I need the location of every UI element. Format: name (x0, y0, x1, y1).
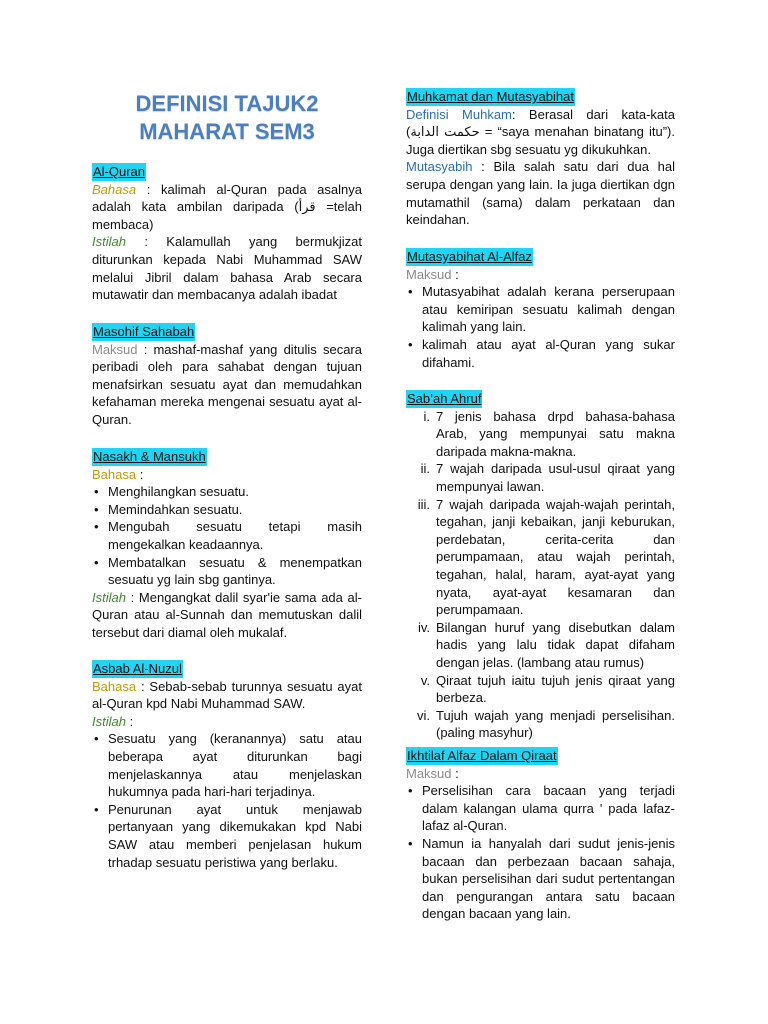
list-item: • kalimah atau ayat al-Quran yang sukar difahami. (406, 336, 675, 371)
list-text: 7 jenis bahasa drpd bahasa-bahasa Arab, yang mempunyai satu makna daripada makna-makna. (436, 408, 675, 459)
roman-list (406, 408, 675, 742)
maksud-colon: : (451, 765, 459, 781)
mutasyabih-paragraph (406, 158, 675, 228)
bahasa-list (92, 483, 362, 589)
bahasa-label: Bahasa (92, 181, 137, 197)
maksud-paragraph (406, 266, 675, 284)
muhkam-text: : Berasal dari kata-kata (حكمت الدابة = “saya menahan binatang itu”). Juga diertikan sbg sesuatu yg dikukuhkan. (406, 106, 675, 157)
bahasa-label: Bahasa (92, 678, 137, 694)
muhkam-paragraph (406, 106, 675, 159)
list-number: iii. (417, 496, 430, 512)
list-item (406, 619, 675, 672)
maksud-label: Maksud (406, 266, 452, 282)
list-item: • Sesuatu yang (keranannya) satu atau beberapa ayat diturunkan bagi menjelaskannya atau menjelaskan hukumnya pada hari-hari terjadinya. (92, 730, 362, 800)
muhkam-label: Definisi Muhkam (406, 106, 512, 122)
section-sabah-ahruf (406, 390, 675, 742)
list-item: • Namun ia hanyalah dari sudut jenis-jenis bacaan dan perbezaan bacaan sahaja, bukan perselisihan dari sudut pertentangan dan pengurangan antara satu bacaan dengan bacaan yang lain. (406, 835, 675, 923)
istilah-list (92, 730, 362, 871)
maksud-list (406, 283, 675, 371)
list-item (406, 496, 675, 619)
list-item: • Mutasyabihat adalah kerana perserupaan atau kemiripan sesuatu kalimah dengan kalimah yang lain. (406, 283, 675, 336)
maksud-label: Maksud (406, 765, 452, 781)
maksud-paragraph (406, 765, 675, 783)
list-item: • Mengubah sesuatu tetapi masih mengekalkan keadaannya. (92, 518, 362, 553)
list-item: • Menghilangkan sesuatu. (92, 483, 362, 501)
bahasa-text: : kalimah al-Quran pada asalnya adalah kata ambilan daripada (قرأ =telah membaca) (92, 181, 362, 232)
section-heading: Nasakh & Mansukh (93, 449, 206, 464)
section-heading: Sab’ah Ahruf (407, 391, 482, 406)
section-al-quran (92, 163, 362, 304)
section-nasakh-mansukh (92, 448, 362, 642)
list-item (406, 672, 675, 707)
section-heading: Masohif Sahabah (93, 324, 195, 339)
istilah-label: Istilah (92, 234, 126, 250)
list-item (406, 707, 675, 742)
list-number: iv. (417, 619, 430, 635)
istilah-text: : Mengangkat dalil syar'ie sama ada al-Quran atau al-Sunnah dan memutuskan dalil tersebut dari diamal oleh mukalaf. (92, 589, 362, 640)
list-number: v. (420, 672, 430, 688)
istilah-colon: : (125, 713, 134, 729)
section-masohif-sahabah (92, 323, 362, 429)
section-asbab-al-nuzul (92, 660, 362, 871)
list-item: • Penurunan ayat untuk menjawab pertanyaan yang dikemukakan kpd Nabi SAW atau memberi penjelasan hukum trhadap sesuatu peristiwa yang berlaku. (92, 801, 362, 871)
bahasa-label: Bahasa (92, 466, 137, 482)
bahasa-text: : Sebab-sebab turunnya sesuatu ayat al-Quran kpd Nabi Muhammad SAW. (92, 678, 362, 712)
section-heading: Asbab Al-Nuzul (93, 661, 182, 676)
list-item (406, 408, 675, 461)
section-heading: Ikhtilaf Alfaz Dalam Qiraat (407, 748, 557, 763)
section-ikhtilaf-alfaz (406, 747, 675, 923)
istilah-paragraph (92, 233, 362, 303)
bahasa-colon: : (136, 466, 144, 482)
section-muhkamat-mutasyabihat (406, 88, 675, 229)
list-text: 7 wajah daripada usul-usul qiraat yang mempunyai lawan. (436, 461, 675, 494)
list-item: • Membatalkan sesuatu & menempatkan sesuatu yg lain sbg gantinya. (92, 554, 362, 589)
mutasyabih-text: : Bila salah satu dari dua hal serupa dengan yang lain. Ia juga diertikan dgn mutamathil (sama) dalam perkataan dan keindahan. (406, 159, 675, 228)
maksud-list (406, 782, 675, 923)
maksud-paragraph (92, 341, 362, 429)
maksud-label: Maksud (92, 341, 138, 357)
list-number: vi. (417, 707, 430, 723)
istilah-label: Istilah (92, 713, 126, 729)
list-number: i. (423, 408, 430, 424)
istilah-paragraph (92, 589, 362, 642)
list-number: ii. (420, 461, 430, 477)
istilah-paragraph (92, 713, 362, 731)
mutasyabih-label: Mutasyabih (406, 159, 473, 175)
list-text: Tujuh wajah yang menjadi perselisihan. (paling masyhur) (436, 707, 675, 741)
maksud-text: : mashaf-mashaf yang ditulis secara peribadi oleh para sahabat dengan tujuan menafsirkan sesuatu ayat dan memudahkan kefahaman mereka mengenai sesuatu ayat al-Quran. (92, 341, 362, 427)
list-item: • Perselisihan cara bacaan yang terjadi dalam kalangan ulama qurra ' pada lafaz-lafaz al-Quran. (406, 782, 675, 835)
list-text: 7 wajah daripada wajah-wajah perintah, tegahan, janji kebaikan, janji keburukan, perdebatan, cerita-cerita dan perumpamaan, atau wajah perintah, tegahan, halal, haram, ayat-ayat yang nyata, ayat-ayat kesamaran dan perumpamaan. (436, 496, 675, 618)
list-text: Qiraat tujuh iaitu tujuh jenis qiraat yang berbeza. (436, 672, 675, 706)
istilah-text: : Kalamullah yang bermukjizat diturunkan kepada Nabi Muhammad SAW melalui Jibril dalam bahasa Arab secara mutawatir dan membacanya adalah ibadat (92, 234, 362, 303)
list-text: Bilangan huruf yang disebutkan dalam hadis yang lalu tidak dapat difaham dengan jelas. (lambang atau rumus) (436, 619, 675, 670)
section-heading: Muhkamat dan Mutasyabihat (407, 89, 574, 104)
maksud-colon: : (451, 266, 459, 282)
section-heading: Mutasyabihat Al-Alfaz (407, 249, 533, 264)
list-item (406, 460, 675, 495)
istilah-label: Istilah (92, 589, 126, 605)
bahasa-paragraph (92, 678, 362, 713)
section-mutasyabihat-al-alfaz (406, 248, 675, 371)
section-heading: Al-Quran (93, 164, 146, 179)
bahasa-paragraph (92, 466, 362, 484)
page-title: DEFINISI TAJUK2 MAHARAT SEM3 (135, 91, 319, 144)
list-item: • Memindahkan sesuatu. (92, 501, 362, 519)
bahasa-paragraph (92, 181, 362, 234)
